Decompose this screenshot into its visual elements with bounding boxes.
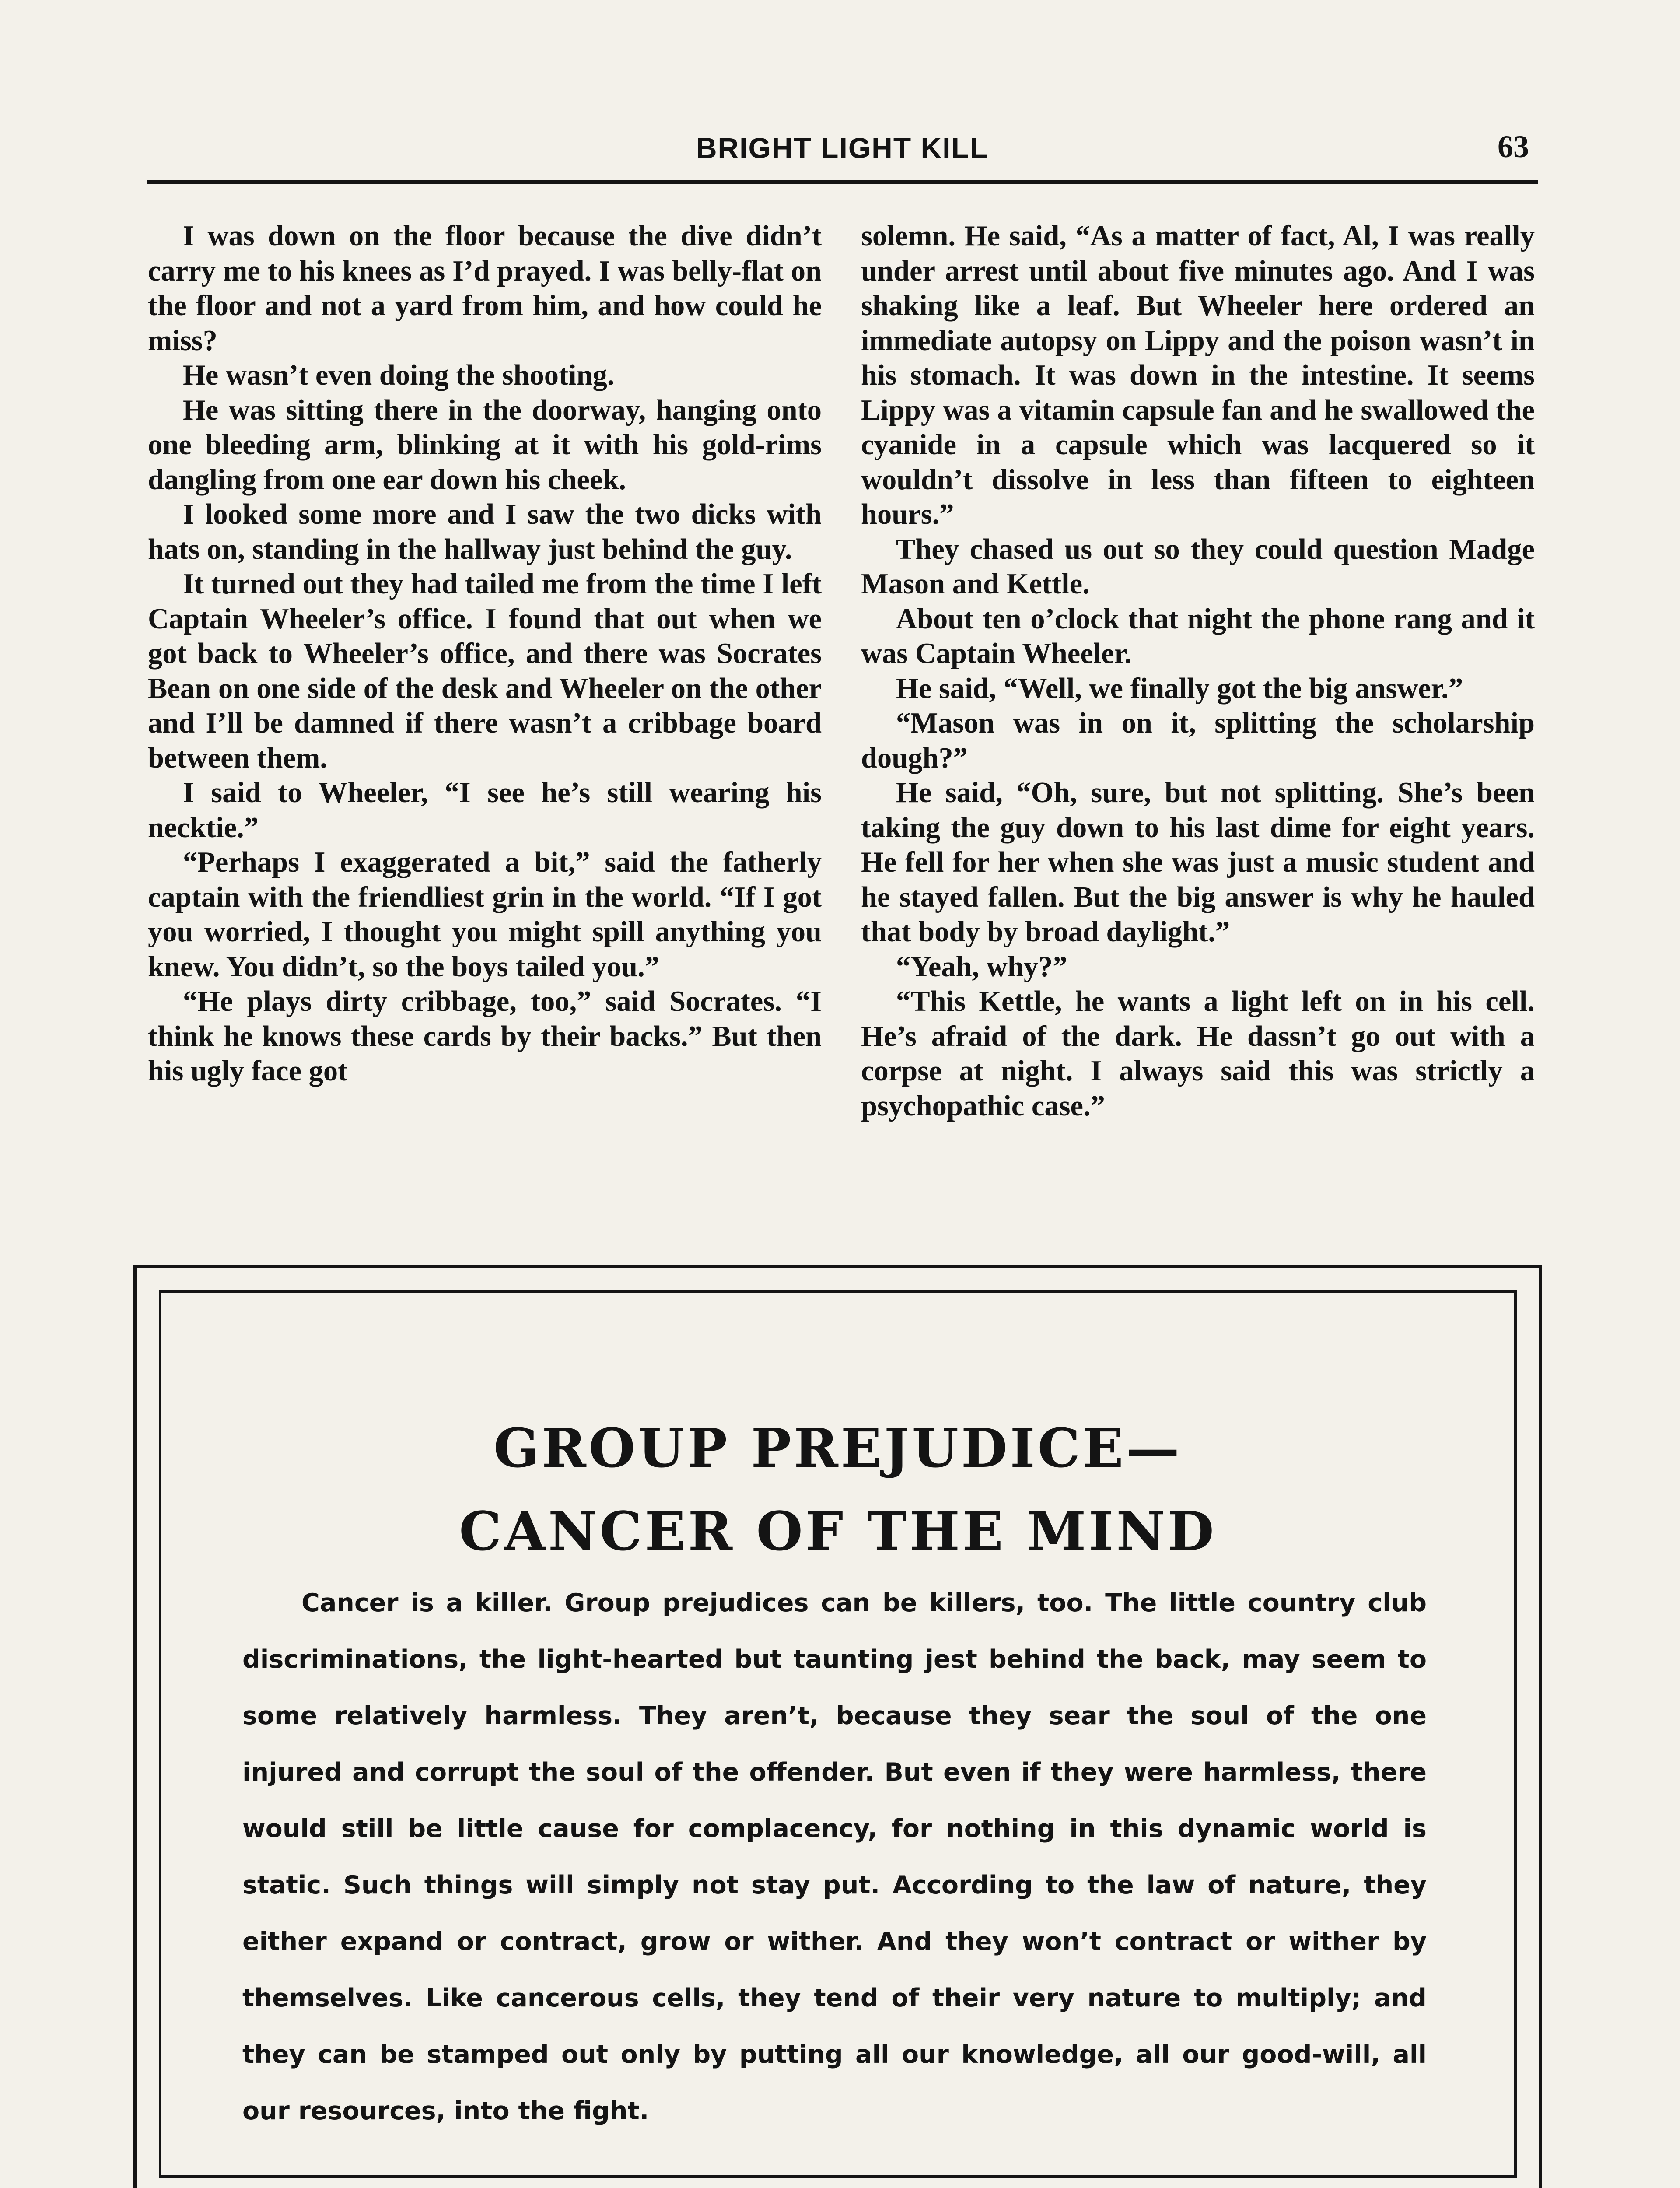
page-header [147, 131, 1538, 184]
notice-body [242, 1575, 1427, 2139]
story-paragraph: “Perhaps I exaggerated a bit,” said the fatherly captain with the friendliest grin in the world. “If I got you worried, I thought you might spill anything you knew. You didn’t, so the boys tailed you.” [148, 846, 822, 983]
story-paragraph: I said to Wheeler, “I see he’s still wearing his necktie.” [148, 777, 822, 844]
story-paragraph: “He plays dirty cribbage, too,” said Socrates. “I think he knows these cards by their backs.” But then his ugly face got [148, 985, 822, 1087]
notice-heading-line: CANCER OF THE MIND [459, 1500, 1217, 1563]
story-paragraph: “Yeah, why?” [896, 950, 1068, 983]
story-paragraph: He said, “Oh, sure, but not splitting. She’s been taking the guy down to his last dime for eight years. He fell for her when she was just a music student and he stayed fallen. But the big answer is why he hauled that body by broad daylight.” [861, 777, 1535, 948]
running-title: BRIGHT LIGHT KILL [696, 132, 989, 164]
notice-heading [161, 1406, 1514, 1573]
story-paragraph: He was sitting there in the doorway, hanging onto one bleeding arm, blinking at it with his gold-rims dangling from one ear down his cheek. [148, 394, 822, 496]
story-paragraph: I looked some more and I saw the two dicks with hats on, standing in the hallway just behind the guy. [148, 498, 822, 565]
story-paragraph: solemn. He said, “As a matter of fact, Al, I was really under arrest until about five minutes ago. And I was shaking like a leaf. But Wheeler here ordered an immediate autopsy on Lippy and the poison wasn’t in his stomach. It was down in the intestine. It seems Lippy was a vitamin capsule fan and he swallowed the cyanide in a capsule which was lacquered so it wouldn’t dissolve in less than fifteen to eighteen hours.” [861, 220, 1535, 530]
story-paragraph: They chased us out so they could question Madge Mason and Kettle. [861, 533, 1535, 600]
story-paragraph: “Mason was in on it, splitting the scholarship dough?” [861, 707, 1535, 774]
story-paragraph: He wasn’t even doing the shooting. [183, 359, 615, 391]
story-column-left [148, 219, 822, 1089]
page-number: 63 [1498, 129, 1529, 164]
story-paragraph: I was down on the floor because the dive didn’t carry me to his knees as I’d prayed. I was belly-flat on the floor and not a yard from him, and how could he miss? [148, 220, 822, 357]
notice-paragraph: Cancer is a killer. Group prejudices can be killers, too. The little country club discriminations, the light-hearted but taunting jest behind the back, may seem to some relatively harmless. They aren’t, because they sear the soul of the one injured and corrupt the soul of the offender. But even if they were harmless, there would still be little cause for complacency, for nothing in this dynamic world is static. Such things will simply not stay put. According to the law of nature, they either expand or contract, grow or wither. And they won’t contract or wither by themselves. Like cancerous cells, they tend of their very nature to multiply; and they can be stamped out only by putting all our knowledge, all our good-will, all our resources, into the fight. [242, 1588, 1427, 2125]
story-paragraph: It turned out they had tailed me from the time I left Captain Wheeler’s office. I found that out when we got back to Wheeler’s office, and there was Socrates Bean on one side of the desk and Wheeler on the other and I’ll be damned if there wasn’t a cribbage board between them. [148, 568, 822, 774]
notice-heading-line: GROUP PREJUDICE— [494, 1417, 1182, 1480]
story-paragraph: He said, “Well, we finally got the big answer.” [896, 672, 1463, 705]
notice-inner-frame [159, 1290, 1517, 2178]
header-rule [147, 180, 1538, 184]
story-paragraph: About ten o’clock that night the phone rang and it was Captain Wheeler. [861, 603, 1535, 670]
story-column-right [861, 219, 1535, 1123]
notice-box [133, 1265, 1542, 2188]
story-paragraph: “This Kettle, he wants a light left on in his cell. He’s afraid of the dark. He dassn’t go out with a corpse at night. I always said this was strictly a psychopathic case.” [861, 985, 1535, 1122]
